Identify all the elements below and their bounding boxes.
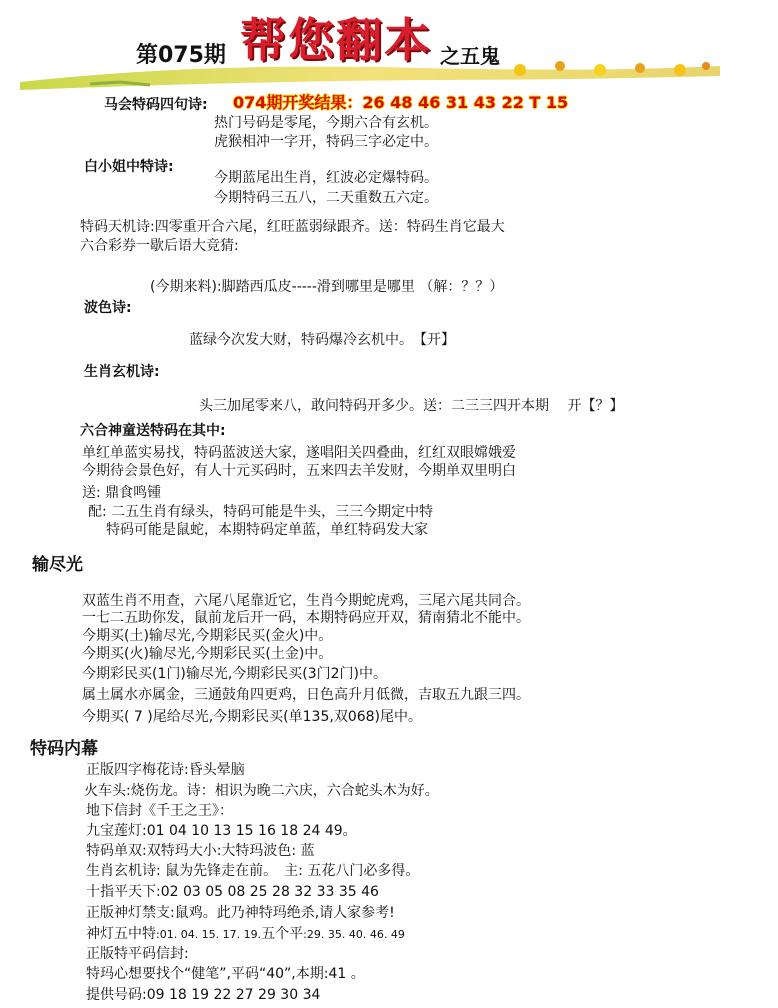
shenlan-line-1: 单红单蓝实易找，特码蓝波送大家，遂唱阳关四叠曲，红红双眼嫦娥爱 (82, 445, 516, 461)
tianji-line-3: (今期来料):脚踏西瓜皮-----滑到哪里是哪里 （解：？？） (150, 279, 504, 295)
tianji-line-1: 特码天机诗:四零重开合六尾，红旺蓝弱绿跟齐。送：特码生肖它最大 (80, 219, 505, 235)
section-title-shujinguang: 输尽光 (32, 555, 83, 575)
shenlan-label: 六合神童送特码在其中: (80, 423, 226, 439)
baixiaojie-label: 白小姐中特诗: (84, 159, 174, 175)
temaneimu-line-6: 生肖玄机诗: 鼠为先锋走在前。 主: 五花八门必多得。 (86, 863, 420, 879)
temaneimu-line-3: 地下信封《千王之王》： (86, 803, 233, 819)
shujinguang-line-4: 今期买(火)输尽光,今期彩民买(土金)中。 (82, 646, 333, 662)
shujinguang-line-3: 今期买(土)输尽光,今期彩民买(金火)中。 (82, 628, 333, 644)
shujinguang-line-5: 今期彩民买(1门)输尽光,今期彩民买(3门2门)中。 (82, 666, 388, 682)
shengxiao-line-1: 头三加尾零来八，敢问特码开多少。送：二三三四开本期 开【？】 (199, 398, 624, 414)
last-result: 074期开奖结果：26 48 46 31 43 22 T 15 (233, 93, 569, 112)
temaneimu-line-9 (86, 923, 405, 943)
tianji-line-2: 六合彩券一歇后语大竞猜: (80, 238, 239, 254)
shenlan-line-5: 特码可能是鼠蛇，本期特码定单蓝，单红特码发大家 (106, 522, 428, 538)
page-title: 帮您翻本 (240, 13, 432, 67)
mahui-label: 马会特码四句诗: (104, 97, 208, 113)
mahui-line-2: 虎猴相冲一字开，特码三字必定中。 (214, 134, 438, 150)
section-title-temaneimu: 特码内幕 (30, 739, 98, 759)
bose-line-1: 蓝绿今次发大财，特码爆冷玄机中。 【开】 (189, 332, 455, 348)
temaneimu-line-10: 正版特平码信封: (86, 946, 189, 962)
bose-label: 波色诗: (84, 300, 132, 316)
issue-number: 第075期 (136, 43, 226, 68)
temaneimu-line-11: 特玛心想要找个“健笔”,平码“40”,本期:41 。 (86, 966, 365, 982)
temaneimu-line-1: 正版四字梅花诗:昏头晕脑 (86, 762, 245, 778)
shenlan-line-4: 配: 二五生肖有绿头，特码可能是牛头，三三今期定中特 (88, 504, 434, 520)
shujinguang-line-1: 双蓝生肖不用查，六尾八尾靠近它，生肖今期蛇虎鸡，三尾六尾共同合。 (82, 593, 530, 609)
shendeng-numbers: :01. 04. 15. 17. 19. (156, 928, 262, 941)
shenlan-line-3: 送: 鼎食鸣锺 (82, 485, 162, 501)
shenlan-line-2: 今期待会景色好，有人十元买码时，五来四去羊发财，今期单双里明白 (82, 463, 516, 479)
temaneimu-line-8: 正版神灯禁支:鼠鸡。此乃神特玛绝杀,请人家参考! (86, 905, 395, 921)
temaneimu-line-4: 九宝莲灯:01 04 10 13 15 16 18 24 49。 (86, 823, 357, 839)
baixiaojie-line-2: 今期特码三五八，二天重数五六定。 (214, 190, 438, 206)
temaneimu-line-12: 提供号码:09 18 19 22 27 29 30 34 (86, 987, 321, 1003)
shujinguang-line-6: 属土属水亦属金，三通鼓角四更鸡，日色高升月低微，吉取五九跟三四。 (82, 687, 530, 703)
temaneimu-line-2: 火车头:烧伤龙。诗：相识为晚二六庆，六合蛇头木为好。 (84, 783, 439, 799)
temaneimu-line-7: 十指平天下:02 03 05 08 25 28 32 33 35 46 (86, 884, 379, 900)
shujinguang-line-7: 今期买( 7 )尾给尽光,今期彩民买(单135,双068)尾中。 (82, 709, 422, 725)
shujinguang-line-2: 一七二五助你发，鼠前龙后开一码，本期特码应开双，猜南猜北不能中。 (82, 610, 530, 626)
mahui-line-1: 热门号码是零尾，今期六合有玄机。 (214, 115, 438, 131)
baixiaojie-line-1: 今期蓝尾出生肖，红波必定爆特码。 (214, 170, 438, 186)
page-subtitle: 之五鬼 (440, 44, 500, 68)
temaneimu-line-5: 特码单双:双特玛大小:大特玛波色: 蓝 (86, 843, 315, 859)
shengxiao-label: 生肖玄机诗: (84, 364, 160, 380)
wugeping-numbers: :29. 35. 40. 46. 49 (303, 928, 405, 941)
wugeping-label: 五个平 (261, 926, 304, 942)
shendeng-label: 神灯五中特 (86, 926, 156, 942)
